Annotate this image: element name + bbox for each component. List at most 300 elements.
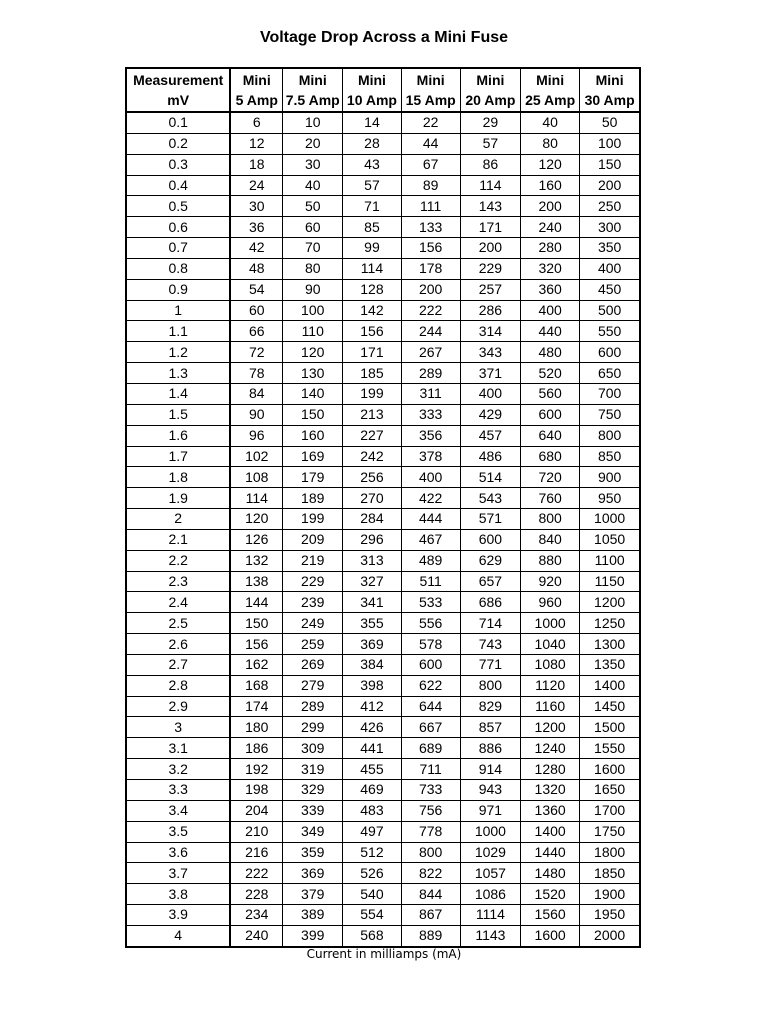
current-cell: 469	[343, 780, 401, 801]
current-cell: 108	[230, 467, 282, 488]
current-cell: 30	[230, 196, 282, 217]
table-row	[126, 509, 640, 530]
current-cell: 756	[401, 800, 460, 821]
current-cell: 429	[460, 404, 520, 425]
current-cell: 489	[401, 550, 460, 571]
current-cell: 1600	[580, 759, 640, 780]
current-cell: 412	[343, 696, 401, 717]
current-cell: 1400	[580, 675, 640, 696]
measurement-cell: 1.6	[126, 425, 230, 446]
current-cell: 70	[283, 238, 343, 259]
table-row	[126, 342, 640, 363]
current-cell: 350	[580, 238, 640, 259]
column-header-line: Mini	[242, 72, 271, 88]
column-header-measurement	[126, 68, 230, 112]
measurement-cell: 0.5	[126, 196, 230, 217]
measurement-cell: 1.5	[126, 404, 230, 425]
current-cell: 371	[460, 363, 520, 384]
current-cell: 85	[343, 217, 401, 238]
current-cell: 43	[343, 154, 401, 175]
current-cell: 379	[283, 884, 343, 905]
current-cell: 198	[230, 780, 282, 801]
current-cell: 120	[521, 154, 580, 175]
current-cell: 2000	[580, 925, 640, 946]
table-row	[126, 217, 640, 238]
current-cell: 540	[343, 884, 401, 905]
current-cell: 6	[230, 112, 282, 133]
measurement-cell: 3.7	[126, 863, 230, 884]
current-cell: 1550	[580, 738, 640, 759]
current-cell: 880	[521, 550, 580, 571]
current-cell: 1750	[580, 821, 640, 842]
current-cell: 60	[283, 217, 343, 238]
current-cell: 1480	[521, 863, 580, 884]
table-caption: Current in milliamps (mA)	[306, 947, 462, 961]
current-cell: 778	[401, 821, 460, 842]
current-cell: 1600	[521, 925, 580, 946]
table-row	[126, 717, 640, 738]
column-header-fuse	[460, 68, 520, 112]
current-cell: 657	[460, 571, 520, 592]
current-cell: 497	[343, 821, 401, 842]
current-cell: 22	[401, 112, 460, 133]
current-cell: 40	[521, 112, 580, 133]
current-cell: 398	[343, 675, 401, 696]
current-cell: 840	[521, 529, 580, 550]
table-row	[126, 550, 640, 571]
current-cell: 219	[283, 550, 343, 571]
current-cell: 130	[283, 363, 343, 384]
current-cell: 100	[580, 133, 640, 154]
table-row	[126, 383, 640, 404]
current-cell: 450	[580, 279, 640, 300]
current-cell: 1300	[580, 634, 640, 655]
current-cell: 800	[580, 425, 640, 446]
current-cell: 960	[521, 592, 580, 613]
table-row	[126, 905, 640, 926]
measurement-cell: 2.6	[126, 634, 230, 655]
column-header-fuse	[230, 68, 282, 112]
current-cell: 800	[460, 675, 520, 696]
current-cell: 84	[230, 383, 282, 404]
current-cell: 57	[343, 175, 401, 196]
measurement-cell: 2.1	[126, 529, 230, 550]
current-cell: 900	[580, 467, 640, 488]
table-row	[126, 446, 640, 467]
current-cell: 359	[283, 842, 343, 863]
current-cell: 1850	[580, 863, 640, 884]
current-cell: 369	[343, 634, 401, 655]
column-header-fuse	[343, 68, 401, 112]
current-cell: 78	[230, 363, 282, 384]
current-cell: 24	[230, 175, 282, 196]
measurement-cell: 0.7	[126, 238, 230, 259]
table-row	[126, 759, 640, 780]
measurement-cell: 0.3	[126, 154, 230, 175]
current-cell: 533	[401, 592, 460, 613]
current-cell: 179	[283, 467, 343, 488]
current-cell: 644	[401, 696, 460, 717]
current-cell: 943	[460, 780, 520, 801]
table-row	[126, 696, 640, 717]
measurement-cell: 2	[126, 509, 230, 530]
current-cell: 920	[521, 571, 580, 592]
current-cell: 12	[230, 133, 282, 154]
current-cell: 289	[401, 363, 460, 384]
table-row	[126, 675, 640, 696]
current-cell: 90	[283, 279, 343, 300]
current-cell: 320	[521, 258, 580, 279]
current-cell: 1200	[521, 717, 580, 738]
current-cell: 378	[401, 446, 460, 467]
current-cell: 1240	[521, 738, 580, 759]
current-cell: 229	[460, 258, 520, 279]
current-cell: 169	[283, 446, 343, 467]
current-cell: 349	[283, 821, 343, 842]
current-cell: 1150	[580, 571, 640, 592]
table-row	[126, 133, 640, 154]
column-header-line: Measurement	[133, 72, 224, 88]
current-cell: 850	[580, 446, 640, 467]
current-cell: 400	[401, 467, 460, 488]
current-cell: 771	[460, 654, 520, 675]
current-cell: 50	[283, 196, 343, 217]
measurement-cell: 1.9	[126, 488, 230, 509]
current-cell: 227	[343, 425, 401, 446]
current-cell: 67	[401, 154, 460, 175]
current-cell: 36	[230, 217, 282, 238]
measurement-cell: 3.1	[126, 738, 230, 759]
current-cell: 1450	[580, 696, 640, 717]
measurement-cell: 2.5	[126, 613, 230, 634]
current-cell: 29	[460, 112, 520, 133]
measurement-cell: 3.6	[126, 842, 230, 863]
table-row	[126, 571, 640, 592]
current-cell: 186	[230, 738, 282, 759]
measurement-cell: 1	[126, 300, 230, 321]
current-cell: 80	[521, 133, 580, 154]
current-cell: 512	[343, 842, 401, 863]
table-row	[126, 488, 640, 509]
current-cell: 143	[460, 196, 520, 217]
column-header-fuse	[521, 68, 580, 112]
current-cell: 844	[401, 884, 460, 905]
table-row	[126, 300, 640, 321]
current-cell: 114	[343, 258, 401, 279]
current-cell: 66	[230, 321, 282, 342]
current-cell: 441	[343, 738, 401, 759]
current-cell: 44	[401, 133, 460, 154]
current-cell: 526	[343, 863, 401, 884]
current-cell: 171	[343, 342, 401, 363]
current-cell: 250	[580, 196, 640, 217]
current-cell: 132	[230, 550, 282, 571]
measurement-cell: 1.8	[126, 467, 230, 488]
measurement-cell: 2.7	[126, 654, 230, 675]
table-row	[126, 592, 640, 613]
table-row	[126, 112, 640, 133]
current-cell: 72	[230, 342, 282, 363]
column-header-fuse	[580, 68, 640, 112]
measurement-cell: 0.1	[126, 112, 230, 133]
current-cell: 600	[401, 654, 460, 675]
current-cell: 162	[230, 654, 282, 675]
current-cell: 128	[343, 279, 401, 300]
current-cell: 327	[343, 571, 401, 592]
current-cell: 1800	[580, 842, 640, 863]
current-cell: 204	[230, 800, 282, 821]
measurement-cell: 1.4	[126, 383, 230, 404]
column-header-line: mV	[167, 92, 190, 108]
table-row	[126, 863, 640, 884]
current-cell: 10	[283, 112, 343, 133]
current-cell: 299	[283, 717, 343, 738]
current-cell: 89	[401, 175, 460, 196]
measurement-cell: 3.2	[126, 759, 230, 780]
current-cell: 867	[401, 905, 460, 926]
current-cell: 171	[460, 217, 520, 238]
measurement-cell: 2.8	[126, 675, 230, 696]
column-header-line: 15 Amp	[405, 92, 456, 108]
current-cell: 240	[521, 217, 580, 238]
current-cell: 280	[521, 238, 580, 259]
current-cell: 369	[283, 863, 343, 884]
current-cell: 1080	[521, 654, 580, 675]
current-cell: 319	[283, 759, 343, 780]
current-cell: 1120	[521, 675, 580, 696]
column-header-fuse	[401, 68, 460, 112]
table-row	[126, 529, 640, 550]
current-cell: 689	[401, 738, 460, 759]
current-cell: 269	[283, 654, 343, 675]
current-cell: 733	[401, 780, 460, 801]
current-cell: 1950	[580, 905, 640, 926]
current-cell: 343	[460, 342, 520, 363]
current-cell: 156	[343, 321, 401, 342]
current-cell: 279	[283, 675, 343, 696]
current-cell: 550	[580, 321, 640, 342]
current-cell: 50	[580, 112, 640, 133]
current-cell: 1086	[460, 884, 520, 905]
current-cell: 1000	[460, 821, 520, 842]
current-cell: 20	[283, 133, 343, 154]
current-cell: 455	[343, 759, 401, 780]
current-cell: 457	[460, 425, 520, 446]
current-cell: 192	[230, 759, 282, 780]
current-cell: 511	[401, 571, 460, 592]
current-cell: 286	[460, 300, 520, 321]
current-cell: 1500	[580, 717, 640, 738]
measurement-cell: 3	[126, 717, 230, 738]
table-row	[126, 738, 640, 759]
current-cell: 1280	[521, 759, 580, 780]
current-cell: 1143	[460, 925, 520, 946]
current-cell: 180	[230, 717, 282, 738]
column-header-fuse	[283, 68, 343, 112]
current-cell: 156	[401, 238, 460, 259]
current-cell: 311	[401, 383, 460, 404]
measurement-cell: 0.9	[126, 279, 230, 300]
current-cell: 686	[460, 592, 520, 613]
measurement-cell: 2.4	[126, 592, 230, 613]
current-cell: 822	[401, 863, 460, 884]
current-cell: 80	[283, 258, 343, 279]
current-cell: 1360	[521, 800, 580, 821]
current-cell: 1100	[580, 550, 640, 571]
current-cell: 200	[401, 279, 460, 300]
measurement-cell: 3.3	[126, 780, 230, 801]
current-cell: 150	[230, 613, 282, 634]
table-row	[126, 196, 640, 217]
current-cell: 568	[343, 925, 401, 946]
current-cell: 200	[460, 238, 520, 259]
current-cell: 720	[521, 467, 580, 488]
current-cell: 210	[230, 821, 282, 842]
current-cell: 242	[343, 446, 401, 467]
current-cell: 257	[460, 279, 520, 300]
current-cell: 1520	[521, 884, 580, 905]
measurement-cell: 4	[174, 927, 183, 944]
current-cell: 71	[343, 196, 401, 217]
current-cell: 240	[230, 925, 282, 946]
current-cell: 800	[401, 842, 460, 863]
current-cell: 222	[230, 863, 282, 884]
table-row	[126, 800, 640, 821]
measurement-cell: 2.3	[126, 571, 230, 592]
current-cell: 399	[283, 925, 343, 946]
current-cell: 400	[580, 258, 640, 279]
table-row	[126, 821, 640, 842]
current-cell: 284	[343, 509, 401, 530]
current-cell: 600	[521, 404, 580, 425]
current-cell: 554	[343, 905, 401, 926]
current-cell: 743	[460, 634, 520, 655]
current-cell: 142	[343, 300, 401, 321]
table-row	[126, 634, 640, 655]
current-cell: 156	[230, 634, 282, 655]
measurement-cell: 0.2	[126, 133, 230, 154]
current-cell: 857	[460, 717, 520, 738]
current-cell: 571	[460, 509, 520, 530]
current-cell: 355	[343, 613, 401, 634]
current-cell: 829	[460, 696, 520, 717]
column-header-line: Mini	[416, 72, 445, 88]
current-cell: 1320	[521, 780, 580, 801]
current-cell: 256	[343, 467, 401, 488]
current-cell: 1900	[580, 884, 640, 905]
current-cell: 1250	[580, 613, 640, 634]
current-cell: 213	[343, 404, 401, 425]
current-cell: 950	[580, 488, 640, 509]
current-cell: 914	[460, 759, 520, 780]
current-cell: 313	[343, 550, 401, 571]
measurement-cell: 3.9	[126, 905, 230, 926]
current-cell: 40	[283, 175, 343, 196]
current-cell: 160	[283, 425, 343, 446]
current-cell: 384	[343, 654, 401, 675]
measurement-cell: 2.9	[126, 696, 230, 717]
current-cell: 440	[521, 321, 580, 342]
current-cell: 110	[283, 321, 343, 342]
current-cell: 1160	[521, 696, 580, 717]
current-cell: 133	[401, 217, 460, 238]
table-row	[126, 175, 640, 196]
current-cell: 209	[283, 529, 343, 550]
current-cell: 389	[283, 905, 343, 926]
current-cell: 600	[580, 342, 640, 363]
current-cell: 178	[401, 258, 460, 279]
table-body	[126, 112, 640, 947]
current-cell: 341	[343, 592, 401, 613]
measurement-cell: 1.1	[126, 321, 230, 342]
current-cell: 486	[460, 446, 520, 467]
current-cell: 160	[521, 175, 580, 196]
current-cell: 102	[230, 446, 282, 467]
current-cell: 467	[401, 529, 460, 550]
current-cell: 483	[343, 800, 401, 821]
current-cell: 1350	[580, 654, 640, 675]
current-cell: 700	[580, 383, 640, 404]
current-cell: 1700	[580, 800, 640, 821]
current-cell: 168	[230, 675, 282, 696]
current-cell: 514	[460, 467, 520, 488]
column-header-line: 30 Amp	[584, 92, 635, 108]
current-cell: 90	[230, 404, 282, 425]
current-cell: 244	[401, 321, 460, 342]
table-row	[126, 154, 640, 175]
current-cell: 14	[343, 112, 401, 133]
column-header-line: Mini	[357, 72, 386, 88]
measurement-cell: 1.7	[126, 446, 230, 467]
current-cell: 400	[521, 300, 580, 321]
current-cell: 296	[343, 529, 401, 550]
current-cell: 422	[401, 488, 460, 509]
current-cell: 1040	[521, 634, 580, 655]
current-cell: 216	[230, 842, 282, 863]
current-cell: 48	[230, 258, 282, 279]
current-cell: 889	[401, 925, 460, 946]
current-cell: 1400	[521, 821, 580, 842]
current-cell: 228	[230, 884, 282, 905]
column-header-line: Mini	[298, 72, 327, 88]
current-cell: 300	[580, 217, 640, 238]
current-cell: 1050	[580, 529, 640, 550]
current-cell: 120	[283, 342, 343, 363]
current-cell: 86	[460, 154, 520, 175]
current-cell: 54	[230, 279, 282, 300]
current-cell: 971	[460, 800, 520, 821]
current-cell: 1000	[521, 613, 580, 634]
current-cell: 629	[460, 550, 520, 571]
current-cell: 1560	[521, 905, 580, 926]
measurement-cell: 0.4	[126, 175, 230, 196]
column-header-line: 10 Amp	[346, 92, 397, 108]
current-cell: 249	[283, 613, 343, 634]
current-cell: 111	[401, 196, 460, 217]
column-header-line: 5 Amp	[235, 92, 278, 108]
table-row	[126, 654, 640, 675]
current-cell: 60	[230, 300, 282, 321]
current-cell: 199	[343, 383, 401, 404]
current-cell: 1029	[460, 842, 520, 863]
current-cell: 42	[230, 238, 282, 259]
current-cell: 622	[401, 675, 460, 696]
current-cell: 886	[460, 738, 520, 759]
current-cell: 185	[343, 363, 401, 384]
measurement-cell: 3.8	[126, 884, 230, 905]
current-cell: 114	[460, 175, 520, 196]
column-header-line: Mini	[595, 72, 624, 88]
